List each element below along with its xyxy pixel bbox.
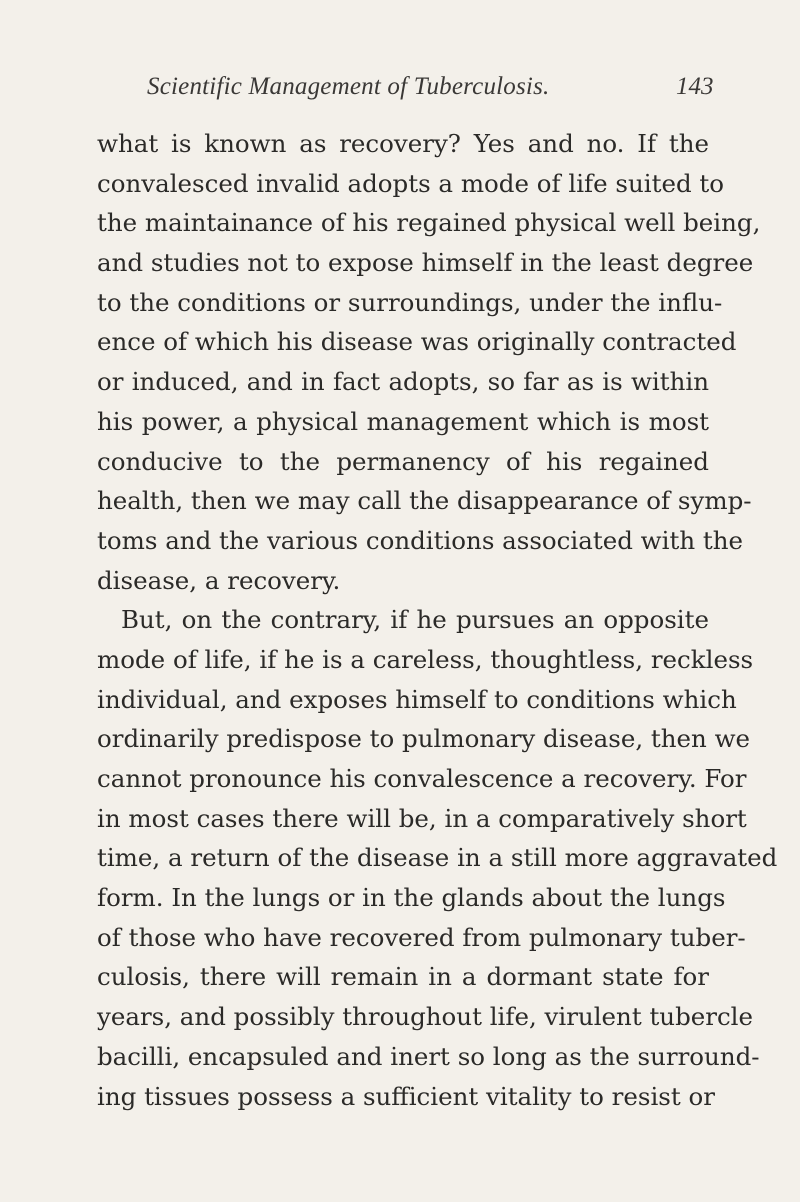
text-line: toms and the various conditions associated with the [97, 525, 744, 555]
text-line: to the conditions or surroundings, under the influ- [97, 287, 723, 317]
text-line: or induced, and in fact adopts, so far as is within [97, 367, 709, 397]
text-line: what is known as recovery? Yes and no. If the [97, 129, 709, 158]
text-line: cannot pronounce his convalescence a recovery. For [97, 764, 747, 793]
text-line: bacilli, encapsuled and inert so long as the surround- [97, 1041, 760, 1071]
text-line: form. In the lungs or in the glands about the lungs [97, 883, 726, 913]
text-line: individual, and exposes himself to conditions which [97, 684, 737, 714]
text-line: ence of which his disease was originally contracted [97, 327, 737, 357]
running-head [0, 73, 800, 113]
text-line: in most cases there will be, in a comparatively short [97, 803, 747, 833]
text-line: health, then we may call the disappearance of symp- [97, 486, 752, 516]
text-line: mode of life, if he is a careless, thoughtless, reckless [97, 644, 754, 674]
text-line: and studies not to expose himself in the least degree [97, 248, 754, 278]
text-line: of those who have recovered from pulmonary tuber- [97, 922, 746, 952]
running-title: Scientific Management of Tuberculosis. [147, 73, 550, 100]
text-line: disease, a recovery. [97, 565, 341, 595]
page-number: 143 [676, 73, 714, 100]
text-line: time, a return of the disease in a still more aggravated [97, 843, 778, 873]
text-line: conducive to the permanency of his regained [97, 446, 709, 476]
text-line: But, on the contrary, if he pursues an opposite [121, 605, 709, 635]
text-line: ordinarily predispose to pulmonary disease, then we [97, 724, 751, 754]
text-line: the maintainance of his regained physical well being, [97, 208, 761, 238]
text-line: convalesced invalid adopts a mode of life suited to [97, 168, 725, 198]
body-text [97, 124, 778, 1116]
text-line: ing tissues possess a sufficient vitality to resist or [97, 1081, 715, 1111]
text-line: years, and possibly throughout life, virulent tubercle [97, 1002, 754, 1032]
text-line: culosis, there will remain in a dormant state for [97, 962, 709, 992]
text-line: his power, a physical management which is most [97, 406, 709, 436]
